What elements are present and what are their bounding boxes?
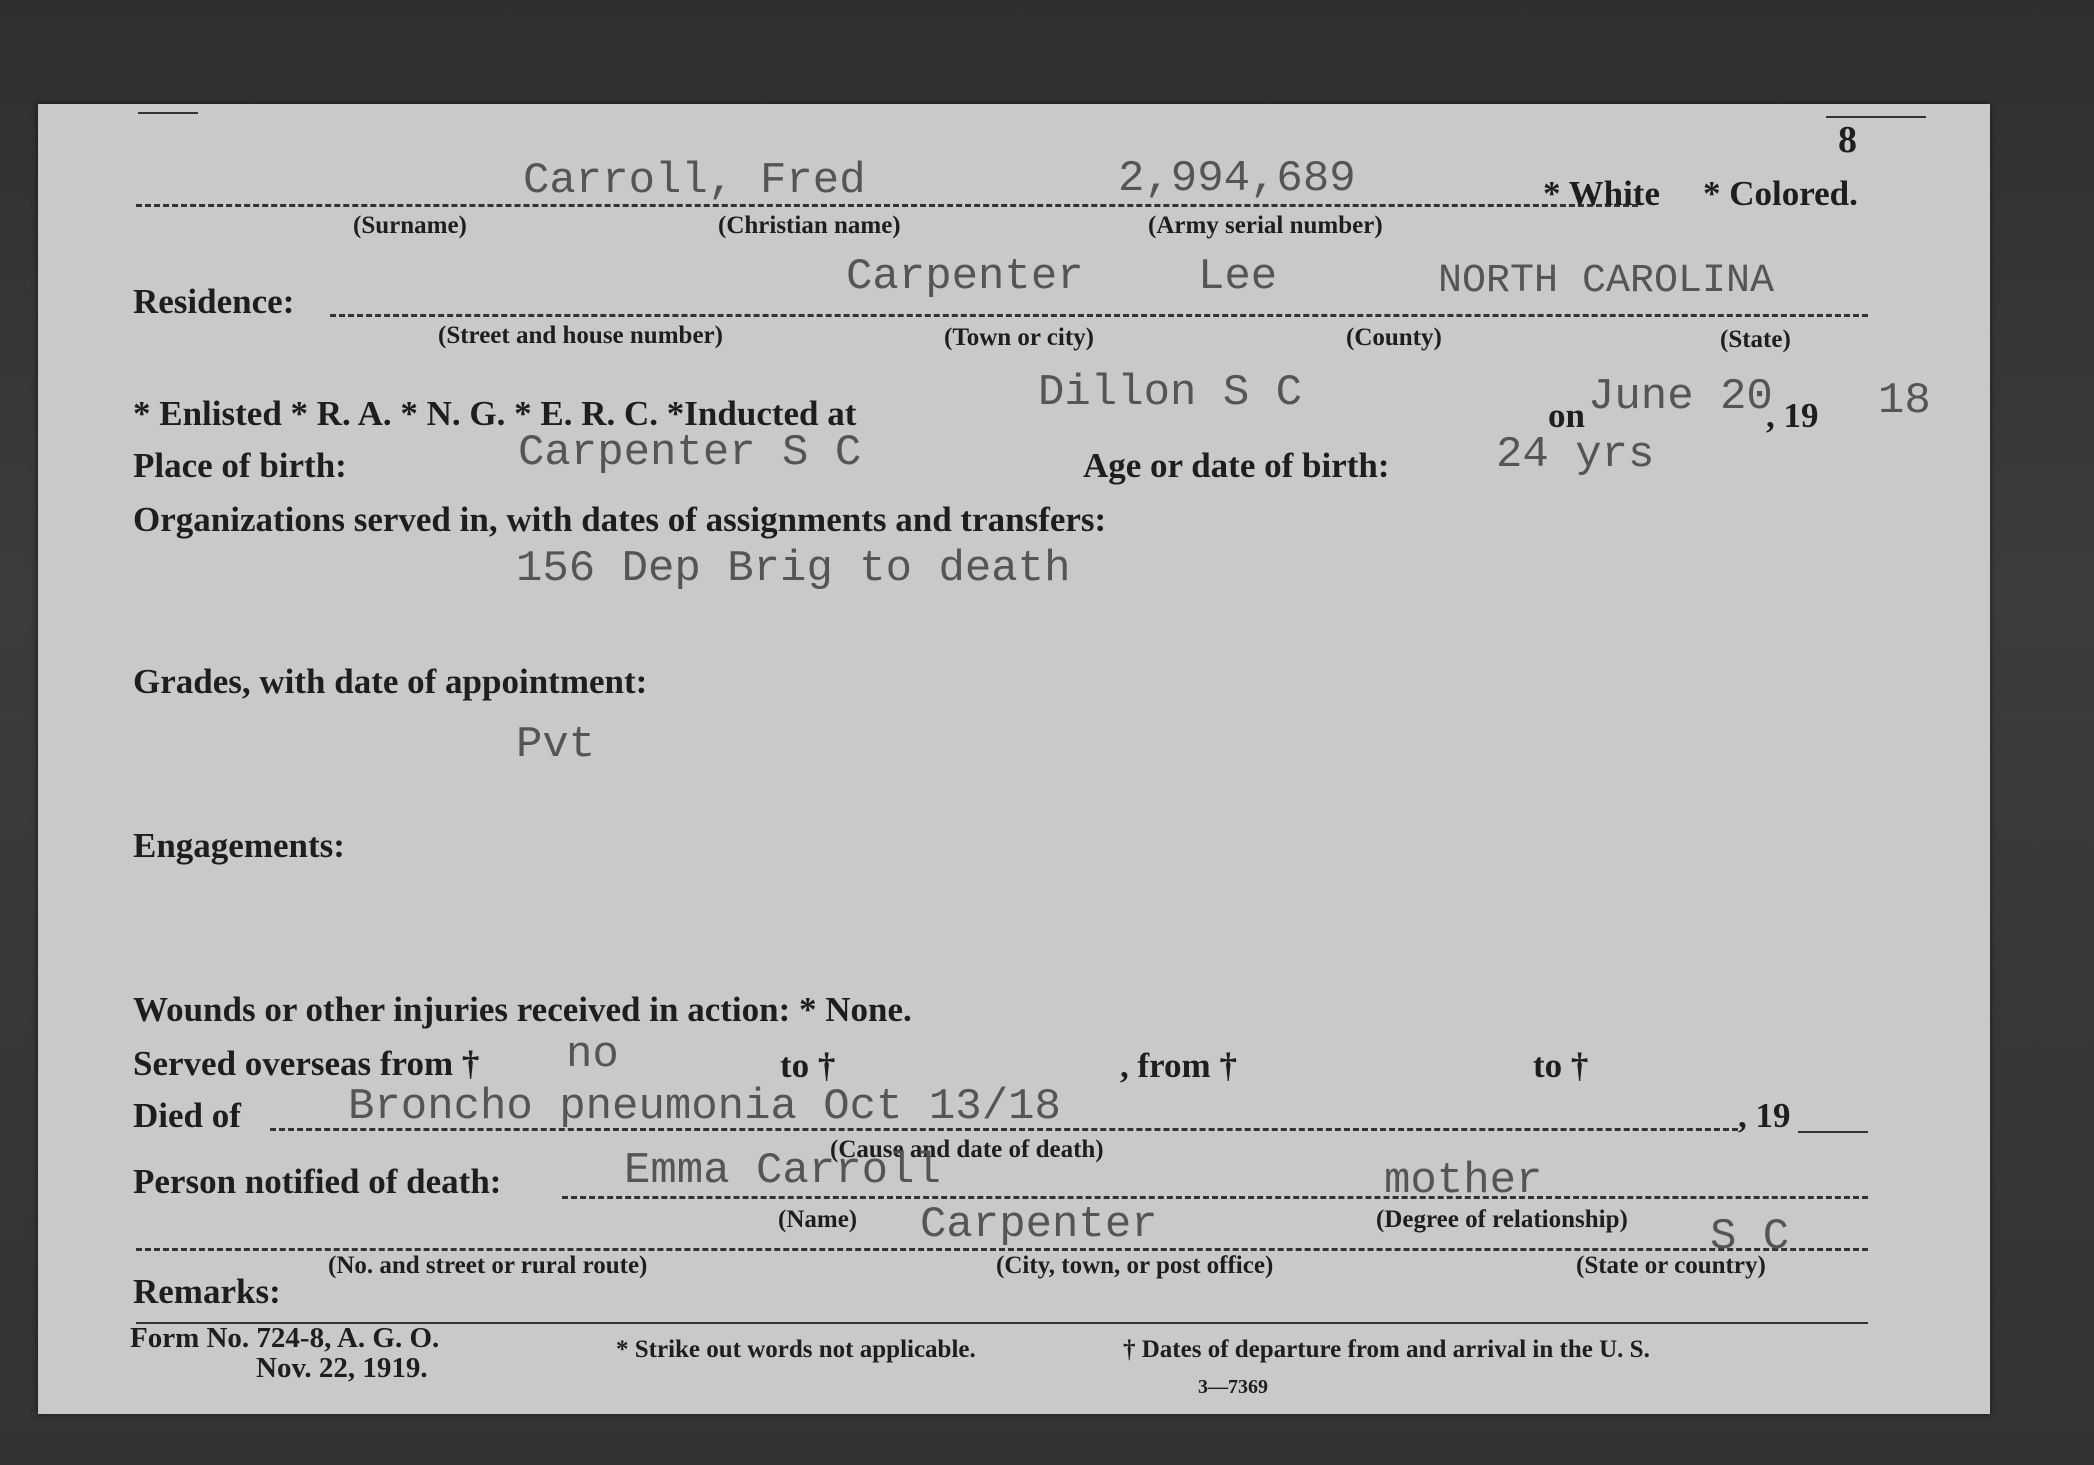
strike-out-note: * Strike out words not applicable. (616, 1336, 976, 1363)
birth-place-value: Carpenter S C (518, 428, 862, 478)
age-label: Age or date of birth: (1083, 446, 1390, 485)
induct-year-value: 18 (1878, 376, 1931, 426)
overseas-to2-label: to † (1533, 1046, 1589, 1085)
engagements-label: Engagements: (133, 826, 345, 865)
organizations-label: Organizations served in, with dates of assignments and transfers: (133, 500, 1107, 539)
print-code: 3—7369 (1198, 1376, 1268, 1398)
service-record-card (38, 104, 1990, 1414)
died-of-value: Broncho pneumonia Oct 13/18 (348, 1082, 1061, 1132)
inducted-at-value: Dillon S C (1038, 368, 1303, 418)
race-colored: * Colored. (1703, 174, 1858, 213)
caption-street: (Street and house number) (438, 322, 723, 349)
overseas-value: no (566, 1030, 619, 1080)
overseas-to-label: to † (780, 1046, 836, 1085)
died-of-label: Died of (133, 1096, 241, 1135)
residence-line (330, 314, 1868, 317)
induct-date-value: June 20 (1588, 372, 1773, 422)
card-number: 8 (1838, 119, 1857, 161)
notified-label: Person notified of death: (133, 1162, 502, 1201)
caption-cause: (Cause and date of death) (830, 1136, 1104, 1163)
caption-surname: (Surname) (353, 212, 467, 239)
race-white: * White (1543, 174, 1660, 213)
enlisted-label: * Enlisted * R. A. * N. G. * E. R. C. *Inducted at (133, 394, 857, 433)
caption-serial-number: (Army serial number) (1148, 212, 1383, 239)
caption-county: (County) (1346, 324, 1442, 351)
caption-christian-name: (Christian name) (718, 212, 901, 239)
remarks-label: Remarks: (133, 1272, 281, 1311)
died-year-line (1798, 1131, 1868, 1133)
form-date: Nov. 22, 1919. (256, 1352, 428, 1384)
caption-town: (Town or city) (944, 324, 1094, 351)
age-value: 24 yrs (1496, 430, 1655, 480)
surname-value: Carroll, (523, 156, 735, 206)
birth-place-label: Place of birth: (133, 446, 347, 485)
name-line (136, 204, 1638, 207)
organization-value: 156 Dep Brig to death (516, 544, 1071, 594)
caption-degree: (Degree of relationship) (1376, 1206, 1628, 1233)
on-label: on (1548, 396, 1585, 435)
residence-county: Lee (1198, 252, 1278, 302)
residence-state: NORTH CAROLINA (1438, 259, 1775, 304)
residence-label: Residence: (133, 282, 295, 321)
notified-city-value: Carpenter (920, 1200, 1158, 1250)
caption-name: (Name) (778, 1206, 858, 1233)
year-prefix: , 19 (1766, 396, 1819, 435)
relationship-value: mother (1384, 1156, 1543, 1206)
caption-city2: (City, town, or post office) (996, 1252, 1274, 1279)
serial-number-value: 2,994,689 (1118, 154, 1356, 204)
dates-note: † Dates of departure from and arrival in the U. S. (1123, 1336, 1650, 1363)
wounds-label: Wounds or other injuries received in action: * None. (133, 990, 912, 1029)
notified-state-value: S C (1710, 1212, 1790, 1262)
died-year-prefix: , 19 (1738, 1096, 1791, 1135)
grade-value: Pvt (516, 720, 596, 770)
caption-state: (State) (1720, 326, 1791, 353)
grades-label: Grades, with date of appointment: (133, 662, 648, 701)
caption-street2: (No. and street or rural route) (328, 1252, 648, 1279)
caption-state2: (State or country) (1576, 1252, 1766, 1279)
overseas-from-label: Served overseas from † (133, 1044, 480, 1083)
christian-name-value: Fred (760, 156, 866, 206)
overseas-from2-label: , from † (1120, 1046, 1237, 1085)
form-number: Form No. 724-8, A. G. O. (130, 1322, 440, 1354)
notified-line (562, 1196, 1868, 1199)
notified-name-value: Emma Carroll (624, 1146, 941, 1196)
top-left-mark (138, 112, 198, 114)
residence-town: Carpenter (846, 252, 1084, 302)
